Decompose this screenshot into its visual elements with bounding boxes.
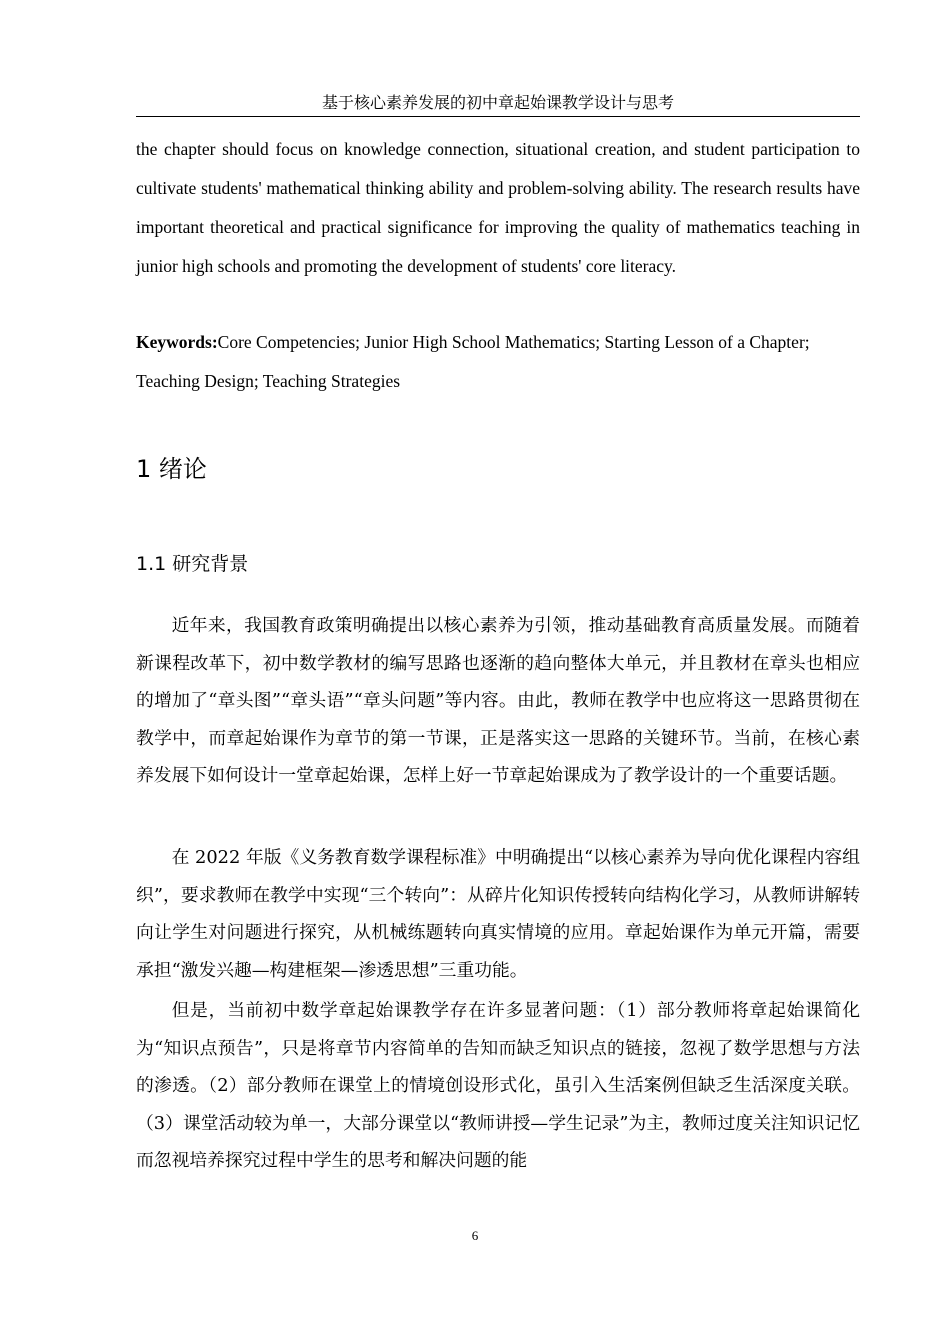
section-heading: 1 绪论: [136, 455, 207, 483]
page-number: 6: [471, 1228, 479, 1243]
body-paragraph-2: 在 2022 年版《义务教育数学课程标准》中明确提出“以核心素养为导向优化课程内容组织”，要求教师在教学中实现“三个转向”：从碎片化知识传授转向结构化学习，从教师讲解转向让学生对问题进行探究，从机械练题转向真实情境的应用。章起始课作为单元开篇，需要承担“激发兴趣—构建框架—渗透思想”三重功能。: [136, 847, 860, 981]
abstract-continuation: the chapter should focus on knowledge connection, situational creation, and student participation to cultivate students' mathematical thinking ability and problem-solving ability. The research results have important theoretical and practical significance for improving the quality of mathematics teaching in junior high schools and promoting the development of students' core literacy.: [136, 139, 860, 276]
subsection-heading: 1.1 研究背景: [136, 553, 249, 575]
running-header: 基于核心素养发展的初中章起始课教学设计与思考: [136, 90, 860, 117]
keywords-text: Core Competencies; Junior High School Mathematics; Starting Lesson of a Chapter; Teaching Design; Teaching Strategies: [136, 332, 810, 391]
keywords-label: Keywords:: [136, 332, 218, 352]
body-paragraph-3: 但是，当前初中数学章起始课教学存在许多显著问题：（1）部分教师将章起始课简化为“知识点预告”，只是将章节内容简单的告知而缺乏知识点的链接，忽视了数学思想与方法的渗透。（2）部分教师在课堂上的情境创设形式化，虽引入生活案例但缺乏生活深度关联。（3）课堂活动较为单一，大部分课堂以“教师讲授—学生记录”为主，教师过度关注知识记忆而忽视培养探究过程中学生的思考和解决问题的能: [136, 1000, 860, 1171]
body-paragraph-1: 近年来，我国教育政策明确提出以核心素养为引领，推动基础教育高质量发展。而随着新课程改革下，初中数学教材的编写思路也逐渐的趋向整体大单元，并且教材在章头也相应的增加了“章头图”“章头语”“章头问题”等内容。由此，教师在教学中也应将这一思路贯彻在教学中，而章起始课作为章节的第一节课，正是落实这一思路的关键环节。当前，在核心素养发展下如何设计一堂章起始课，怎样上好一节章起始课成为了教学设计的一个重要话题。: [136, 615, 860, 786]
keywords-line: [136, 323, 836, 401]
